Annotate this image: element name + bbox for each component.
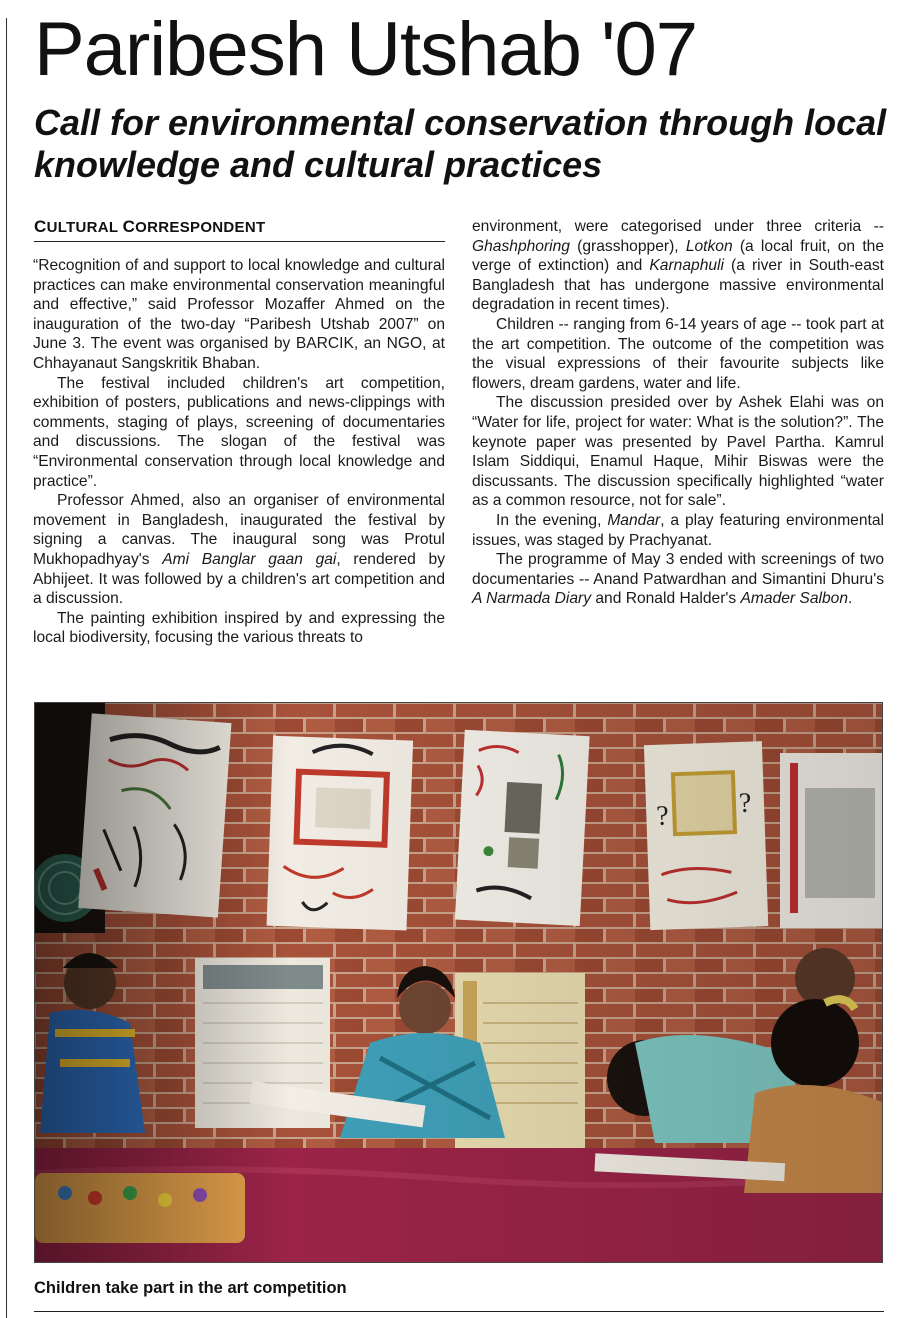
criterion-3: Karnaphuli — [649, 257, 724, 275]
right-paragraph-2: The discussion presided over by Ashek Elahi was on “Water for life, project for water: What is the solution?”. The keynote paper was presented by Pavel Partha. Kamrul Islam Siddiqui, Enamul Haque, Mihir Biswas were the discussants. The discussion specifically highlighted “water as a common resource, not for sale”. — [472, 394, 884, 510]
subhead: Call for environmental conservation through local knowledge and cultural practices — [34, 102, 887, 185]
article-column-right — [472, 217, 884, 609]
photo-caption: Children take part in the art competition — [34, 1279, 347, 1297]
right-paragraph-3 — [472, 511, 884, 550]
documentary-2: Amader Salbon — [740, 590, 848, 608]
byline — [34, 217, 445, 242]
left-margin-rule — [6, 18, 7, 1318]
right-p4-text-b: and Ronald Halder's — [591, 590, 741, 608]
right-paragraph-1: Children -- ranging from 6-14 years of age -- took part at the art competition. The outcome of the competition was the visual expressions of their favourite subjects like flowers, dream gardens, water and life. — [472, 315, 884, 392]
left-paragraph-4: The painting exhibition inspired by and expressing the local biodiversity, focusing the various threats to — [33, 609, 445, 647]
right-p4-text-a: The programme of May 3 ended with screenings of two documentaries -- Anand Patwardhan and Simantini Dhuru's — [472, 551, 884, 588]
right-paragraph-0 — [472, 217, 884, 315]
byline-cap-1: C — [34, 217, 47, 236]
left-paragraph-2: The festival included children's art competition, exhibition of posters, publications and news-clippings with comments, staging of plays, screening of documentaries and discussions. The slogan of the festival was “Environmental conservation through local knowledge and practice”. — [33, 374, 445, 490]
right-p4-text-c: . — [848, 590, 853, 608]
byline-cap-2: C — [122, 217, 136, 236]
right-p3-text-b: , a play featuring environmental issues, was staged by Prachyanat. — [472, 511, 884, 549]
byline-word-2: ORRESPONDENT — [135, 219, 266, 236]
bottom-rule — [34, 1311, 884, 1312]
right-p0-text-b: (grasshopper), — [569, 237, 686, 255]
left-paragraph-3 — [33, 491, 445, 609]
right-paragraph-4 — [472, 550, 884, 609]
left-p3-text-a: Professor Ahmed, also an organiser of environmental movement in Bangladesh, inaugurated the festival by signing a canvas. The inaugural song was Protul Mukhopadhyay's — [33, 492, 445, 568]
criterion-2: Lotkon — [685, 237, 733, 255]
left-p3-text-b: , rendered by Abhijeet. It was followed by a children's art competition and a discussion. — [33, 550, 446, 608]
right-p0-text-d: (a river in South-east Bangladesh that has undergone massive environmental degradation in recent times). — [472, 257, 884, 314]
right-p0-text-a: environment, were categorised under three criteria -- — [472, 218, 884, 235]
headline: Paribesh Utshab '07 — [34, 7, 698, 92]
play-title: Mandar — [607, 511, 661, 529]
documentary-1: A Narmada Diary — [472, 590, 592, 608]
right-p0-text-c: (a local fruit, on the verge of extinction) and — [472, 237, 884, 275]
byline-word-1: ULTURAL — [46, 219, 123, 236]
right-p3-text-a: In the evening, — [496, 511, 608, 529]
event-photo-illustration — [35, 703, 883, 1263]
event-photo — [34, 702, 883, 1263]
criterion-1: Ghashphoring — [472, 237, 570, 255]
left-paragraph-1: “Recognition of and support to local knowledge and cultural practices can make environmental conservation meaningful and effective,” said Professor Mozaffer Ahmed on the inauguration of the two-day “Paribesh Utshab 2007” on June 3. The event was organised by BARCIK, an NGO, at Chhayanaut Sangskritik Bhaban. — [33, 257, 445, 372]
song-title: Ami Banglar gaan gai — [162, 550, 337, 568]
article-column-left — [33, 256, 445, 648]
